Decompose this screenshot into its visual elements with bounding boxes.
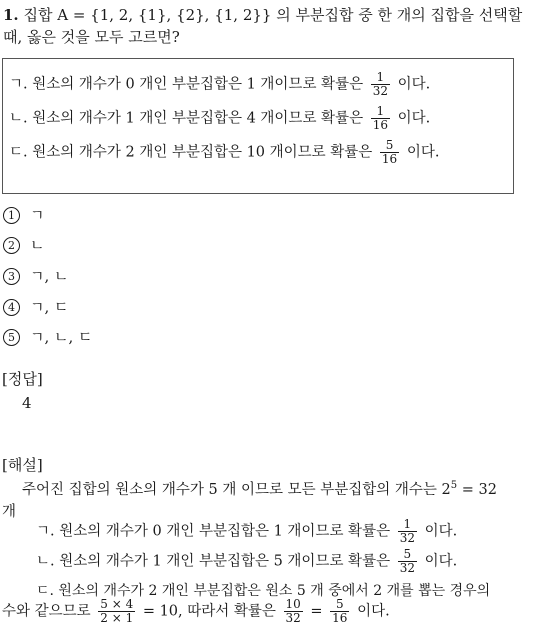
solution-suffix: 이다. (424, 523, 458, 540)
power-base: 2 (441, 482, 451, 498)
fraction (380, 139, 399, 166)
fraction (284, 598, 303, 625)
question-line-2: 때, 옳은 것을 모두 고르면? (3, 28, 180, 46)
fraction (398, 518, 417, 545)
fraction (371, 105, 390, 132)
statement-text: ㄴ. 원소의 개수가 1 개인 부분집합은 4 개이므로 확률은 (9, 110, 364, 127)
solution-suffix: 이다. (424, 553, 458, 570)
option-5[interactable] (3, 326, 93, 347)
solution-item-a (36, 518, 457, 545)
solution-item-c: ㄷ. 원소의 개수가 2 개인 부분집합은 원소 5 개 중에서 2 개를 뽑는 경우의 (36, 583, 491, 599)
fraction-numerator: 5 × 4 (100, 597, 134, 611)
fraction-numerator: 5 (385, 138, 394, 152)
fraction-numerator: 5 (403, 547, 412, 561)
option-2[interactable] (3, 234, 45, 255)
option-label: ㄱ, ㄷ (30, 298, 69, 316)
set-expression: A = {1, 2, {1}, {2}, {1, 2}} (57, 6, 272, 24)
solution-text: 수와 같으므로 (2, 603, 91, 620)
question-text-a: 집합 (23, 6, 53, 24)
fraction-denominator: 32 (399, 561, 415, 575)
question-number: 1. (3, 6, 19, 24)
question-text-b: 의 부분집합 중 한 개의 집합을 선택할 (276, 6, 523, 24)
fraction-denominator: 16 (381, 152, 398, 166)
fraction-numerator: 1 (376, 70, 385, 84)
fraction-denominator: 2 × 1 (100, 611, 134, 625)
solution-line-2: 개 (2, 504, 17, 520)
statement-suffix: 이다. (397, 76, 431, 93)
option-label: ㄱ, ㄴ (30, 267, 69, 285)
fraction (98, 598, 135, 625)
fraction-denominator: 32 (285, 611, 301, 625)
option-number-circle: 4 (3, 299, 20, 316)
equals-sign: = (310, 603, 323, 620)
option-label: ㄱ, ㄴ, ㄷ (30, 328, 93, 346)
statement-suffix: 이다. (406, 144, 440, 161)
solution-suffix: 이다. (357, 603, 390, 620)
fraction-numerator: 1 (376, 104, 385, 118)
solution-line-1 (22, 478, 497, 499)
option-number-circle: 2 (3, 237, 20, 254)
fraction (330, 598, 349, 625)
solution-text: = 32 (461, 482, 497, 498)
option-3[interactable] (3, 265, 69, 286)
option-number-circle: 5 (3, 329, 20, 346)
statement-text: ㄷ. 원소의 개수가 2 개인 부분집합은 10 개이므로 확률은 (9, 144, 373, 161)
option-label: ㄴ (30, 236, 45, 254)
fraction-denominator: 16 (372, 118, 388, 132)
solution-text: = 10, 따라서 확률은 (142, 603, 276, 620)
option-4[interactable] (3, 296, 69, 317)
statement-c (9, 139, 439, 166)
statement-text: ㄱ. 원소의 개수가 0 개인 부분집합은 1 개이므로 확률은 (9, 76, 364, 93)
fraction-numerator: 10 (285, 597, 301, 611)
fraction-numerator: 1 (403, 517, 412, 531)
fraction (371, 71, 390, 98)
fraction (398, 548, 417, 575)
option-label: ㄱ (30, 206, 45, 224)
statement-b (9, 105, 430, 132)
solution-item-b (36, 548, 457, 575)
option-number-circle: 1 (3, 207, 20, 224)
statement-suffix: 이다. (397, 110, 431, 127)
fraction-denominator: 32 (399, 531, 415, 545)
statement-a (9, 71, 430, 98)
option-1[interactable] (3, 204, 45, 225)
statement-box (2, 58, 514, 194)
solution-header: [해설] (2, 456, 43, 474)
answer-value: 4 (22, 394, 32, 412)
option-number-circle: 3 (3, 268, 20, 285)
solution-text: 주어진 집합의 원소의 개수가 5 개 이므로 모든 부분집합의 개수는 (22, 482, 437, 498)
fraction-numerator: 5 (335, 597, 344, 611)
solution-text: ㄱ. 원소의 개수가 0 개인 부분집합은 1 개이므로 확률은 (36, 523, 391, 540)
fraction-denominator: 32 (372, 84, 388, 98)
solution-text: ㄴ. 원소의 개수가 1 개인 부분집합은 5 개이므로 확률은 (36, 553, 391, 570)
answer-header: [정답] (2, 370, 43, 388)
question-line-1 (3, 4, 522, 26)
power-exponent: 5 (450, 480, 458, 491)
solution-line-final (2, 598, 390, 625)
fraction-denominator: 16 (332, 611, 348, 625)
